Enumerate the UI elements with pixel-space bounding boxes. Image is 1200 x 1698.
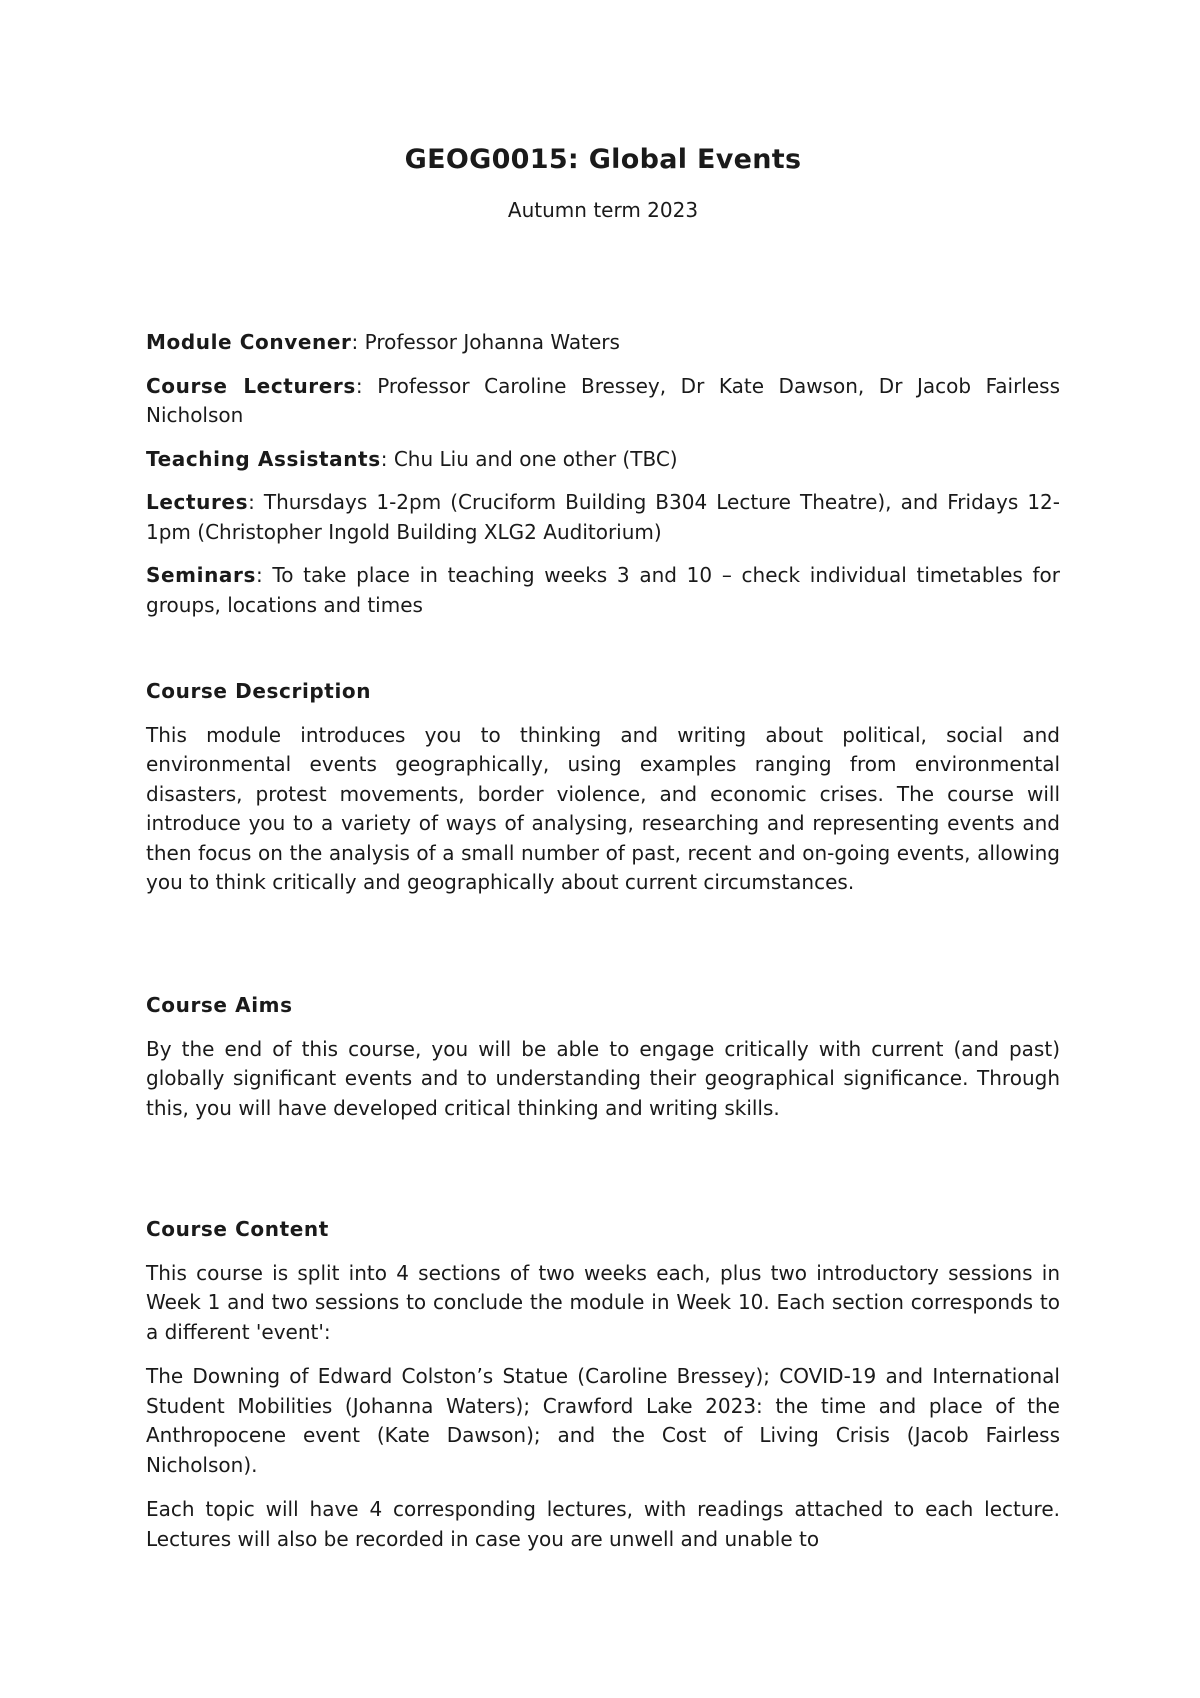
teaching-assistants-value: : Chu Liu and one other (TBC) <box>380 446 678 471</box>
convener-value: : Professor Johanna Waters <box>351 330 620 354</box>
convener-label: Module Convener <box>146 330 352 354</box>
seminars-line <box>146 561 1060 620</box>
lectures-line <box>146 488 1060 547</box>
course-description-body: This module introduces you to thinking and writing about political, social and environmental events geographically, using examples ranging from environmental disasters, protest movements, border violence, and economic crises. The course will introduce you to a variety of ways of analysing, researching and representing events and then focus on the analysis of a small number of past, recent and on-going events, allowing you to think critically and geographically about current circumstances. <box>146 722 1060 894</box>
convener-line <box>146 328 1060 358</box>
document-title: GEOG0015: Global Events <box>404 144 802 175</box>
course-aims-body: By the end of this course, you will be able to engage critically with current (and past) globally significant events and to understanding their geographical significance. Through this, you will have developed critical thinking and writing skills. <box>146 1036 1060 1120</box>
lecturers-line <box>146 372 1060 431</box>
teaching-assistants-line <box>146 445 1060 475</box>
teaching-assistants-label: Teaching Assistants <box>146 446 381 471</box>
course-content-paragraph-3: Each topic will have 4 corresponding lectures, with readings attached to each lecture. Lectures will also be recorded in case you are unwell and unable to <box>146 1497 1060 1551</box>
module-info <box>146 328 1060 634</box>
course-description-section <box>146 677 1060 913</box>
course-aims-heading: Course Aims <box>146 993 293 1017</box>
seminars-value: : To take place in teaching weeks 3 and 10 – check individual timetables for groups, locations and times <box>146 563 1060 617</box>
course-content-heading: Course Content <box>146 1217 329 1241</box>
course-description-heading: Course Description <box>146 679 372 703</box>
lectures-value: : Thursdays 1-2pm (Cruciform Building B304 Lecture Theatre), and Fridays 12-1pm (Christopher Ingold Building XLG2 Auditorium) <box>146 490 1060 544</box>
course-aims-section <box>146 991 1060 1138</box>
lecturers-label: Course Lecturers <box>146 373 356 398</box>
seminars-label: Seminars <box>146 563 256 587</box>
lectures-label: Lectures <box>146 490 249 514</box>
course-content-paragraph-2: The Downing of Edward Colston’s Statue (Caroline Bressey); COVID-19 and International Student Mobilities (Johanna Waters); Crawford Lake 2023: the time and place of the Anthropocene event (Kate Dawson); and the Cost of Living Crisis (Jacob Fairless Nicholson). <box>146 1364 1060 1477</box>
lecturers-value: : Professor Caroline Bressey, Dr Kate Dawson, Dr Jacob Fairless Nicholson <box>146 373 1060 427</box>
document-subtitle: Autumn term 2023 <box>507 198 699 222</box>
course-content-paragraph-1: This course is split into 4 sections of two weeks each, plus two introductory sessions in Week 1 and two sessions to conclude the module in Week 10. Each section corresponds to a different 'event': <box>146 1260 1060 1344</box>
course-content-section <box>146 1215 1060 1569</box>
